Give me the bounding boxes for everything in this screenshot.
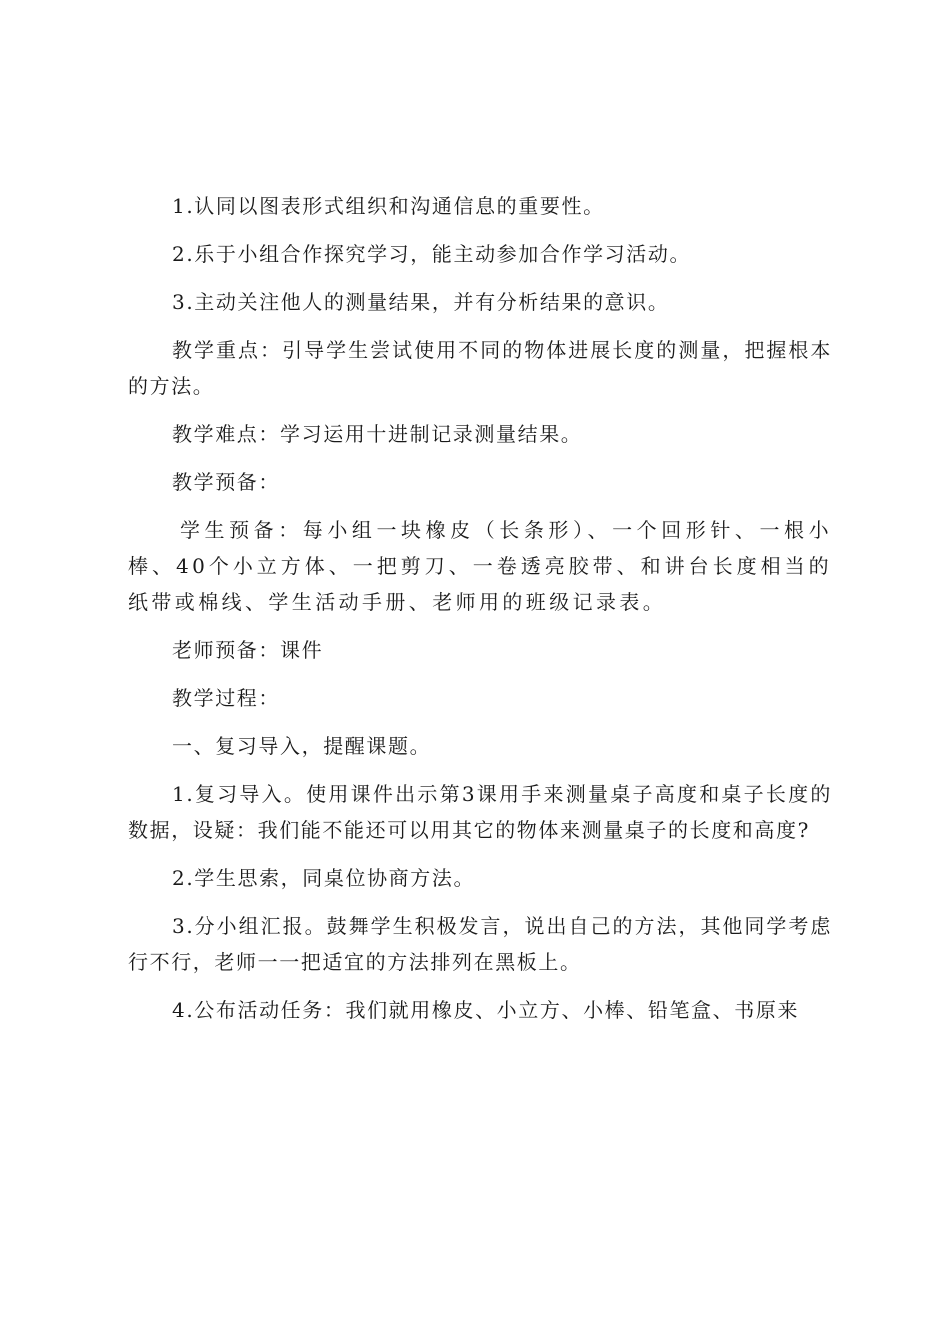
teaching-focus: 教学重点：引导学生尝试使用不同的物体进展长度的测量，把握根本的方法。 (128, 338, 832, 398)
step-4: 4.公布活动任务：我们就用橡皮、小立方、小棒、铅笔盒、书原来 (172, 998, 800, 1022)
document-page (128, 188, 832, 1028)
teaching-process-heading: 教学过程： (172, 686, 280, 710)
student-preparation: 学生预备：每小组一块橡皮（长条形）、一个回形针、一根小棒、40个小立方体、一把剪刀、一卷透亮胶带、和讲台长度相当的纸带或棉线、学生活动手册、老师用的班级记录表。 (128, 518, 832, 614)
objective-3: 3.主动关注他人的测量结果，并有分析结果的意识。 (172, 290, 670, 314)
teacher-preparation: 老师预备：课件 (172, 638, 324, 662)
step-3: 3.分小组汇报。鼓舞学生积极发言，说出自己的方法，其他同学考虑行不行，老师一一把适宜的方法排列在黑板上。 (128, 914, 832, 974)
objective-2: 2.乐于小组合作探究学习，能主动参加合作学习活动。 (172, 242, 692, 266)
teaching-difficulty: 教学难点：学习运用十进制记录测量结果。 (172, 422, 583, 446)
section-1-heading: 一、复习导入，提醒课题。 (172, 734, 432, 758)
teaching-preparation-heading: 教学预备： (172, 470, 280, 494)
objective-1: 1.认同以图表形式组织和沟通信息的重要性。 (172, 194, 605, 218)
step-2: 2.学生思索，同桌位协商方法。 (172, 866, 476, 890)
step-1: 1.复习导入。使用课件出示第3课用手来测量桌子高度和桌子长度的数据，设疑：我们能不能还可以用其它的物体来测量桌子的长度和高度? (128, 782, 832, 842)
